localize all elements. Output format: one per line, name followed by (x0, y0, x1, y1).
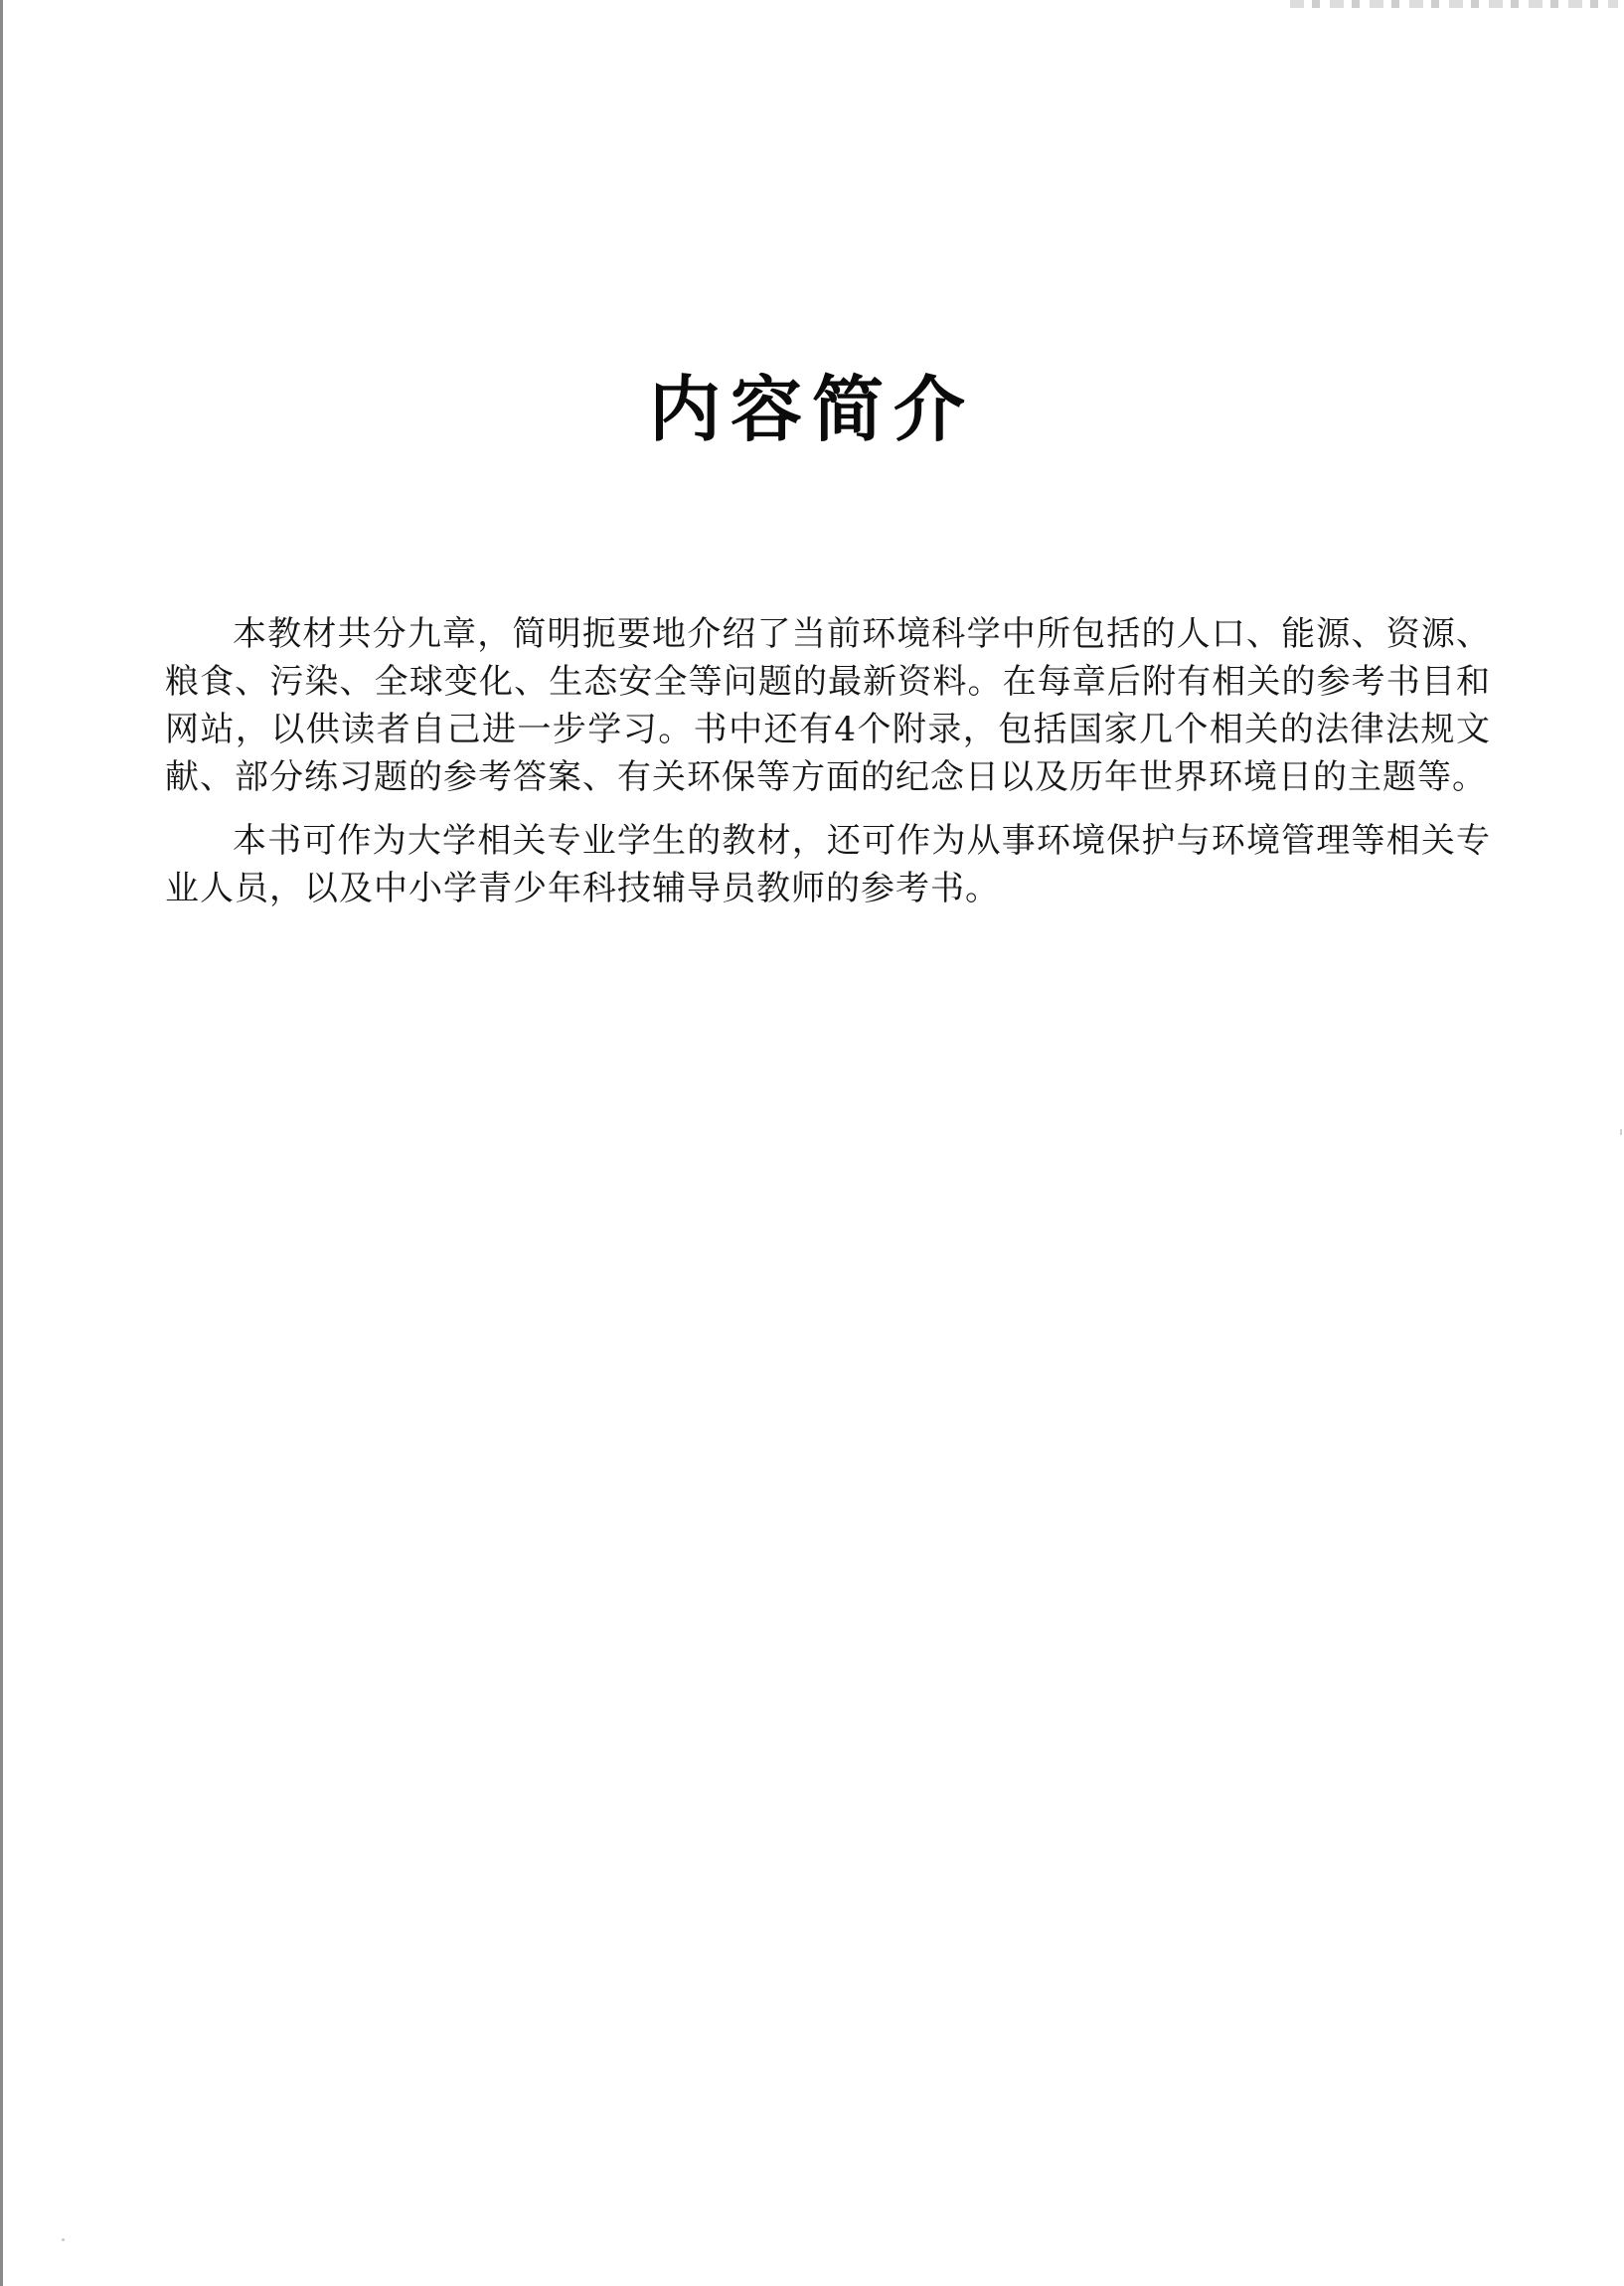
scan-mark-right (1620, 1129, 1622, 1135)
page-title: 内容简介 (648, 368, 975, 451)
paragraph-2: 本书可作为大学相关专业学生的教材，还可作为从事环境保护与环境管理等相关专业人员，以及中小学青少年科技辅导员教师的参考书。 (165, 821, 1491, 908)
scan-artifact-top (1290, 0, 1618, 8)
introduction-text (165, 610, 1491, 912)
paragraph-1: 本教材共分九章，简明扼要地介绍了当前环境科学中所包括的人口、能源、资源、粮食、污染、全球变化、生态安全等问题的最新资料。在每章后附有相关的参考书目和网站，以供读者自己进一步学习。书中还有4个附录，包括国家几个相关的法律法规文献、部分练习题的参考答案、有关环保等方面的纪念日以及历年世界环境日的主题等。 (165, 614, 1491, 797)
scan-left-edge (0, 0, 3, 2286)
scan-dot (62, 2238, 65, 2241)
